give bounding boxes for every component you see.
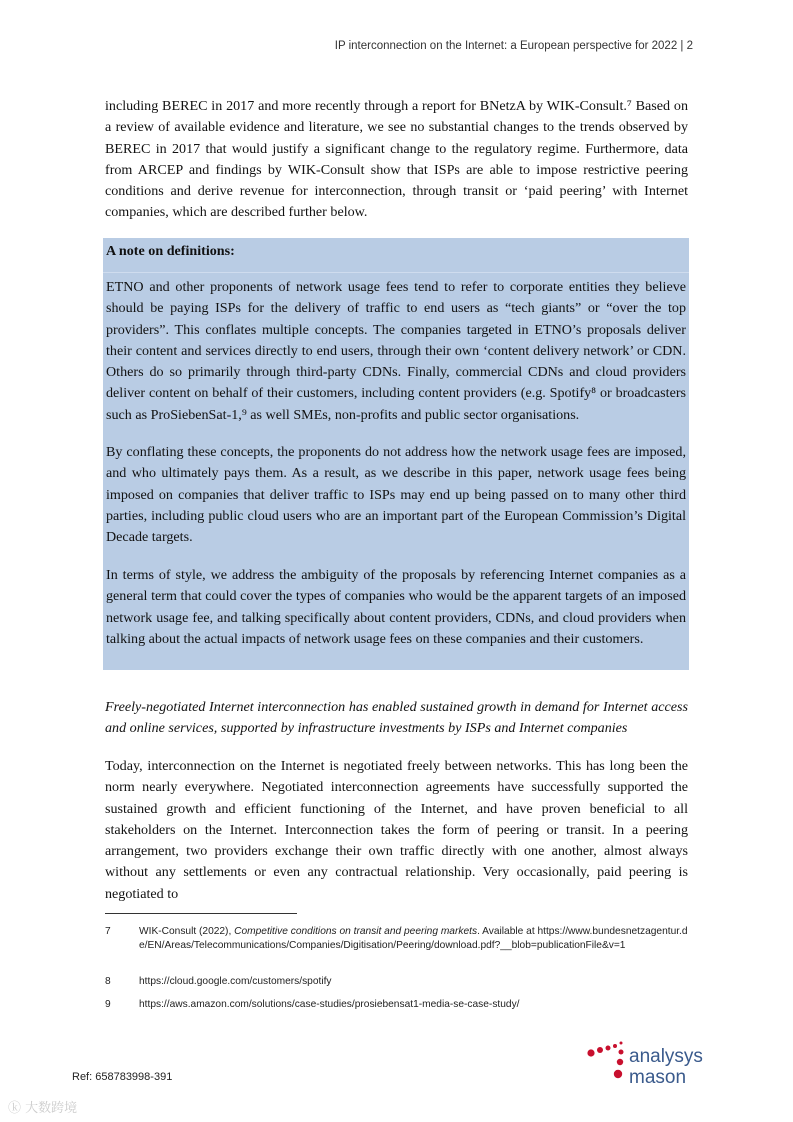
watermark: ⓚ 大数跨境 bbox=[8, 1101, 78, 1116]
reference-number: Ref: 658783998-391 bbox=[72, 1071, 173, 1083]
footnote-text: WIK-Consult (2022), bbox=[139, 926, 235, 937]
body-paragraph: including BEREC in 2017 and more recently through a report for BNetzA by WIK-Consult.⁷ Based on a review of available evidence and literature, we see no substantial changes to the trends observed by BEREC in 2017 that would justify a significant change to the regulatory regime. Furthermore, data from ARCEP and findings by WIK-Consult show that ISPs are able to impose restrictive peering conditions and derive revenue for interconnection, through transit or ‘paid peering’ with Internet companies, which are described further below. bbox=[105, 98, 688, 221]
footnote-link[interactable]: . Available at https://www.bundesnetzagentur.de/EN/Areas/Telecommunications/Companies/Digitisation/Peering/download.pdf?__blob=publicationFile&v=1 bbox=[139, 926, 688, 951]
footnote-title: Competitive conditions on transit and peering markets bbox=[234, 926, 478, 937]
logo-text-analysys: analysys bbox=[629, 1046, 703, 1067]
footnote-number: 7 bbox=[105, 926, 111, 937]
logo-text-mason: mason bbox=[629, 1067, 687, 1088]
body-paragraph: Today, interconnection on the Internet is negotiated freely between networks. This has long been the norm nearly everywhere. Negotiated interconnection agreements have successfully supported the sustained growth and efficient functioning of the Internet, and have proven beneficial to all stakeholders on the Internet. Interconnection takes the form of peering or transit. In a peering arrangement, two providers exchange their own traffic directly with one another, almost always without any settlements or even any contractual relationship. Very occasionally, paid peering is negotiated to bbox=[105, 758, 688, 902]
watermark-text: 大数跨境 bbox=[25, 1101, 78, 1116]
section-subheading: Freely-negotiated Internet interconnection has enabled sustained growth in demand for Internet access and online services, supported by infrastructure investments by ISPs and Internet companies bbox=[105, 699, 688, 737]
footnote-link[interactable]: https://cloud.google.com/customers/spotify bbox=[139, 976, 332, 987]
note-heading: A note on definitions: bbox=[106, 243, 235, 259]
footnote-rule bbox=[105, 913, 297, 914]
definitions-note-box bbox=[103, 238, 689, 670]
footnote-number: 9 bbox=[105, 999, 111, 1010]
footnote-7 bbox=[105, 925, 689, 953]
analysys-mason-logo bbox=[585, 1038, 735, 1088]
note-paragraph: By conflating these concepts, the proponents do not address how the network usage fees are imposed, and who ultimately pays them. As a result, as we describe in this paper, network usage fees being imposed on companies that deliver traffic to ISPs may end up being passed on to many other third parties, including public cloud users who are an important part of the European Commission’s Digital Decade targets. bbox=[106, 444, 686, 546]
logo-dots-icon bbox=[587, 1042, 623, 1079]
divider bbox=[103, 272, 689, 273]
footnote-8 bbox=[105, 975, 689, 989]
running-header: IP interconnection on the Internet: a European perspective for 2022 | 2 bbox=[334, 40, 693, 52]
footnote-number: 8 bbox=[105, 976, 111, 987]
footnote-9 bbox=[105, 998, 689, 1012]
footnote-link[interactable]: https://aws.amazon.com/solutions/case-studies/prosiebensat1-media-se-case-study/ bbox=[139, 999, 520, 1010]
note-paragraph: ETNO and other proponents of network usage fees tend to refer to corporate entities they believe should be paying ISPs for the delivery of traffic to end users as “tech giants” or “over the top providers”. This conflates multiple concepts. The companies targeted in ETNO’s proposals deliver their content and services directly to end users, through their own ‘content delivery network’ or CDN. Others do so primarily through third-party CDNs. Finally, commercial CDNs and cloud providers deliver content on behalf of their customers, including content providers (e.g. Spotify⁸ or broadcasters such as ProSiebenSat-1,⁹ as well SMEs, non-profits and public sector organisations. bbox=[106, 279, 686, 423]
note-paragraph: In terms of style, we address the ambiguity of the proposals by referencing Internet companies as a general term that could cover the types of companies who would be the apparent targets of an imposed network usage fee, and talking specifically about content providers, CDNs, and cloud providers when talking about the actual impacts of network usage fees on these companies and their customers. bbox=[106, 567, 686, 647]
